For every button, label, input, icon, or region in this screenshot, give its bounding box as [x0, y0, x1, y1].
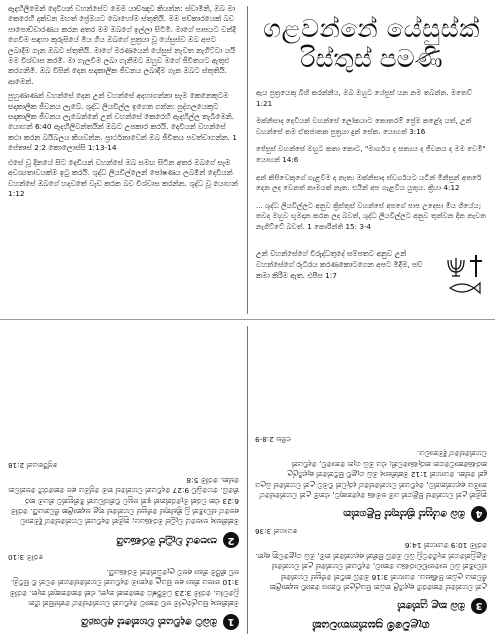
- step-2-title: පාපයේ වැටුප් මරණයයි: [116, 534, 217, 546]
- verse-john-14-6: ජේසුස් වහන්සේ ඔහුට කතා කොට, "මාර්ගය ද සත්‍යය ද ජීවනය ද මම වෙමි" යොහන් 14:6: [256, 144, 486, 164]
- prayer-column: [6, 0, 242, 320]
- steps-3-4-column: [253, 320, 489, 640]
- step-4-reference: එපීස 2:8-9: [255, 434, 291, 444]
- column-divider-lower: [247, 326, 248, 634]
- assurance-paragraph: පුහුණාණන් වහන්සේ දෙන උන් වහන්සේ අදහාගන්නා සෑම කෙනෙකුටම සදාකාලික ජීවනය ලැබේ. ශුද්ධ ලියවිල්ල ඉගෙන ගන්න: පුද්ගලයෙකුට සදාකාලික ජීවනය ලැබෙන්නේ උන් වහන්සේ කෙරෙහි ඇදහිල්ල තැබීමෙනි. යොහන් 6:40 ඇදහිලිවන්තයින් ඔබට උපකාර කරයි. දෙවියන් වහන්සේ කථා කරන බයිබලය කියවන්න. ප්‍රාර්ථනාවෙන් ඔබ ජීවිතය පවත්වාගන්න. 1 පේතෘස් 2:2 කොලොස්සි 1:13-14: [8, 91, 237, 153]
- salvation-header: ගැළවීමේ ප්‍රසන්නතාවයක්: [312, 619, 430, 632]
- step-4-heading: [255, 506, 487, 522]
- step-4-title: ඔබ යේසුස් ක්‍රිස්තුස් පිළිගන්න: [343, 508, 465, 520]
- step-1-title: ඔබට දෙවියන් වහන්සේ අවශ්‍යයි: [81, 616, 217, 628]
- verse-john-3-16: මක්නිසාද දෙවියන් වහන්සේ ලෝකයාට කොතරම් ප්‍රේම කළේද යත්, උන් වහන්සේ තම ඒකජාතක පුත්‍රයා දුන් සේක. යොහන් 3:16: [256, 116, 472, 136]
- step-3-text: උන් වහන්සේ කෙරෙහි ඇදහිලි තබන සියල්ලන් විනාශ නොවී සදාකාලික ජීවනය ලබන පිණිසය. යොහන් 3:16 ඔබේ කටින් ජේසුස් වහන්සේ ස්වාමීන් බව පාපොච්චාරණය කොට, දෙවියන් වහන්සේ උන් වහන්සේ මළවුන්ගෙන් නැගිටෙවූ බව ඔබේ සිතින් අදහන්නේ නම්, ඔබ ගැළවෙනු ඇත. රෝම 10:9 යොහන් 14:6: [255, 541, 487, 592]
- prayer-paragraph: ඇදහිලිමෙන් දෙවියන් වහන්සේට මෙම යාච්ඤාව කියන්න: ස්වාමීනි, ඔබ මා කෙරෙහි දක්වන මහත් ප්‍රේමයට බොහෝම ස්තුතියි. මම පව්කාරයෙක් බව පාපොච්චාරණය කරන අතර මම ඔබගේ ඉල්ලා සිටිමි. මාගේ පාපයට වන්දි ගෙවීම සඳහා කුරුසියේ මිය ගිය ඔබගේ පුත්‍රයා වූ යේසුස්ව ඔබ අපට ලබාදීම ගැන ඔබට ස්තුතියි. මාගේ මරණයෙන් යේසුස් නැවත නැගිට්ටා යයි මම විශ්වාස කරමි. මා ගැලවීම ලබා ගැනීමට ඔහුව මගේ ජීවිතයට ඇතුළු කරගනිමි. ඔබ විසින් දෙන සදාකාලික ජීවනය ලබාදීම ගැන ඔබට ස්තුතියි. ආමෙන්.: [8, 4, 236, 86]
- title-column: [254, 0, 489, 320]
- step-2-heading: [8, 532, 239, 548]
- closing-verse: උන් වහන්සේගේ විරුද්ධතුදේ සම්පතට අනුව උන් වහන්සේගේ රුධිරය කරණකොටගෙන අපට මිදීම, පව් කමා කිරීම ඇත. එපීස 1:7: [256, 249, 423, 280]
- step-3-heading: [255, 598, 487, 614]
- column-divider: [247, 6, 248, 314]
- step-2-reference: ප්‍රේරිතයන් 2:18: [8, 461, 58, 471]
- step-3-title: ඔබ කළ යුත්තේ: [397, 600, 465, 612]
- step-1-text: මක්නිසාද සියල්ලෝම පව් කොට දෙවියන් වහන්සේගේ තේජසින් හීන වූවෝය. රෝම 3:23 ධර්මිෂ්ඨ කෙනෙක් නැත, එක් කෙනෙකුත් නැත. රෝම 3:10 පාපය නිසා අප සියලු දෙනාම දෙවියන් වහන්සේගෙන් වෙන් වී සිටිමු. පව් කිරීම නිසා අපට ලැබෙන්නේ මරණයයි.: [9, 567, 239, 608]
- step-2-text: මක්නිසාද පාපයේ වැටුප් මරණයය; නුමුත් දෙවියන් වහන්සේගේ දීමනාව අපගේ ස්වාමීන් වූ ක්‍රිස්තුස් ජේසුස් වහන්සේ තුළ සදාකාලික ජීවනයයි. රෝම 6:23 එක වරක් මැරෙන්නත් ඉන් පසුව විනිශ්චයත් මිනිසුන්ට නියම කර තිබේ. හෙබ්‍රෙව් 9:27 දෙවියන් වහන්සේ තම ප්‍රේමය අප කෙරෙහි පෙන්වන සේක. රෝම 5:8: [8, 475, 239, 527]
- page-title-line1: ගළවන්නේ යේසුස්ක්: [263, 14, 480, 43]
- step-1-heading: [8, 614, 239, 630]
- step-number-1: 1: [223, 614, 239, 630]
- verse-corinthians: ... ශුද්ධ ලියවිල්ලට අනුව ක්‍රිස්තුස් වහන්සේ අපගේ පාප උදෙසා මිය ගියේය; තවද ඔහුව භූමදාන කරන ලද බවත්, ශුද්ධ ලියවිල්ලට අනුව තුන්වන දින නැවත නැගිට්ටේ බවත්. 1 කොරින්ති 15: 3-4: [256, 200, 487, 231]
- cross-menorah-logo-icon: [444, 252, 486, 298]
- verse-matthew: ඇය පුත්‍රයෙකු බිහි කරන්නීය, ඔබ ඔහුට යේසුස් යන නම තබන්න. මතෙව් 1:21: [256, 88, 472, 108]
- step-number-2: 2: [223, 532, 239, 548]
- lower-panel: [0, 320, 495, 640]
- verse-acts-4-12: අන් කිසිවෙකුගේ ගැළවීම ද නැත: මක්නිසාද ස්වර්ගයට යටින් මිනිසුන් අතරේ දෙන ලද වෙනත් නාමයක් නැත. එයින් අප ගැළවිය යුතුය. ක්‍රියා 4:12: [256, 172, 482, 193]
- step-number-4: 4: [471, 506, 487, 522]
- step-3-reference: යොහන් 3:36: [255, 526, 298, 536]
- growth-paragraph: එසේ වූ දිනයේ සිට දෙවියන් වහන්සේ ඔබ සමඟ සිටින අතර ඔබගේ සෑම අවශ්‍යතාවයක්ම ඉටු කරයි. ශුද්ධ ලියවිල්ලෙන් පෝෂණය ලබමින් දෙවියන් වහන්සේ ඔබගේ හදවතේ වැඩ කරන බව විශ්වාස කරන්න. ශුද්ධ වූ යොහන් 1:12: [8, 157, 238, 198]
- steps-1-2-column: [6, 320, 241, 640]
- step-number-3: 3: [471, 598, 487, 614]
- step-4-text: නුමුත් උන් වහන්සේ පිළිගත් යම් පමණ දෙනෙකුට, එනම් උන් වහන්සේගේ නාමය අදහන්නන්ට, දෙවියන් වහන්සේගේ දරුවන් වීමට උන් වහන්සේ බලය දුන් සේක. යොහන් 1:12 මක්නිසාද ඔබ ගැළවී සිටින්නේ ඇදහිල්ල කරණකොටගෙන කරුණාවෙනි; එය ඔබ ගැන නොවේ, දෙවියන් වහන්සේගේ දීමනාවය.: [255, 449, 487, 500]
- page-title-line2: රිස්තුස් පමණි: [300, 44, 443, 73]
- step-1-reference: රෝම 3:10: [8, 553, 44, 563]
